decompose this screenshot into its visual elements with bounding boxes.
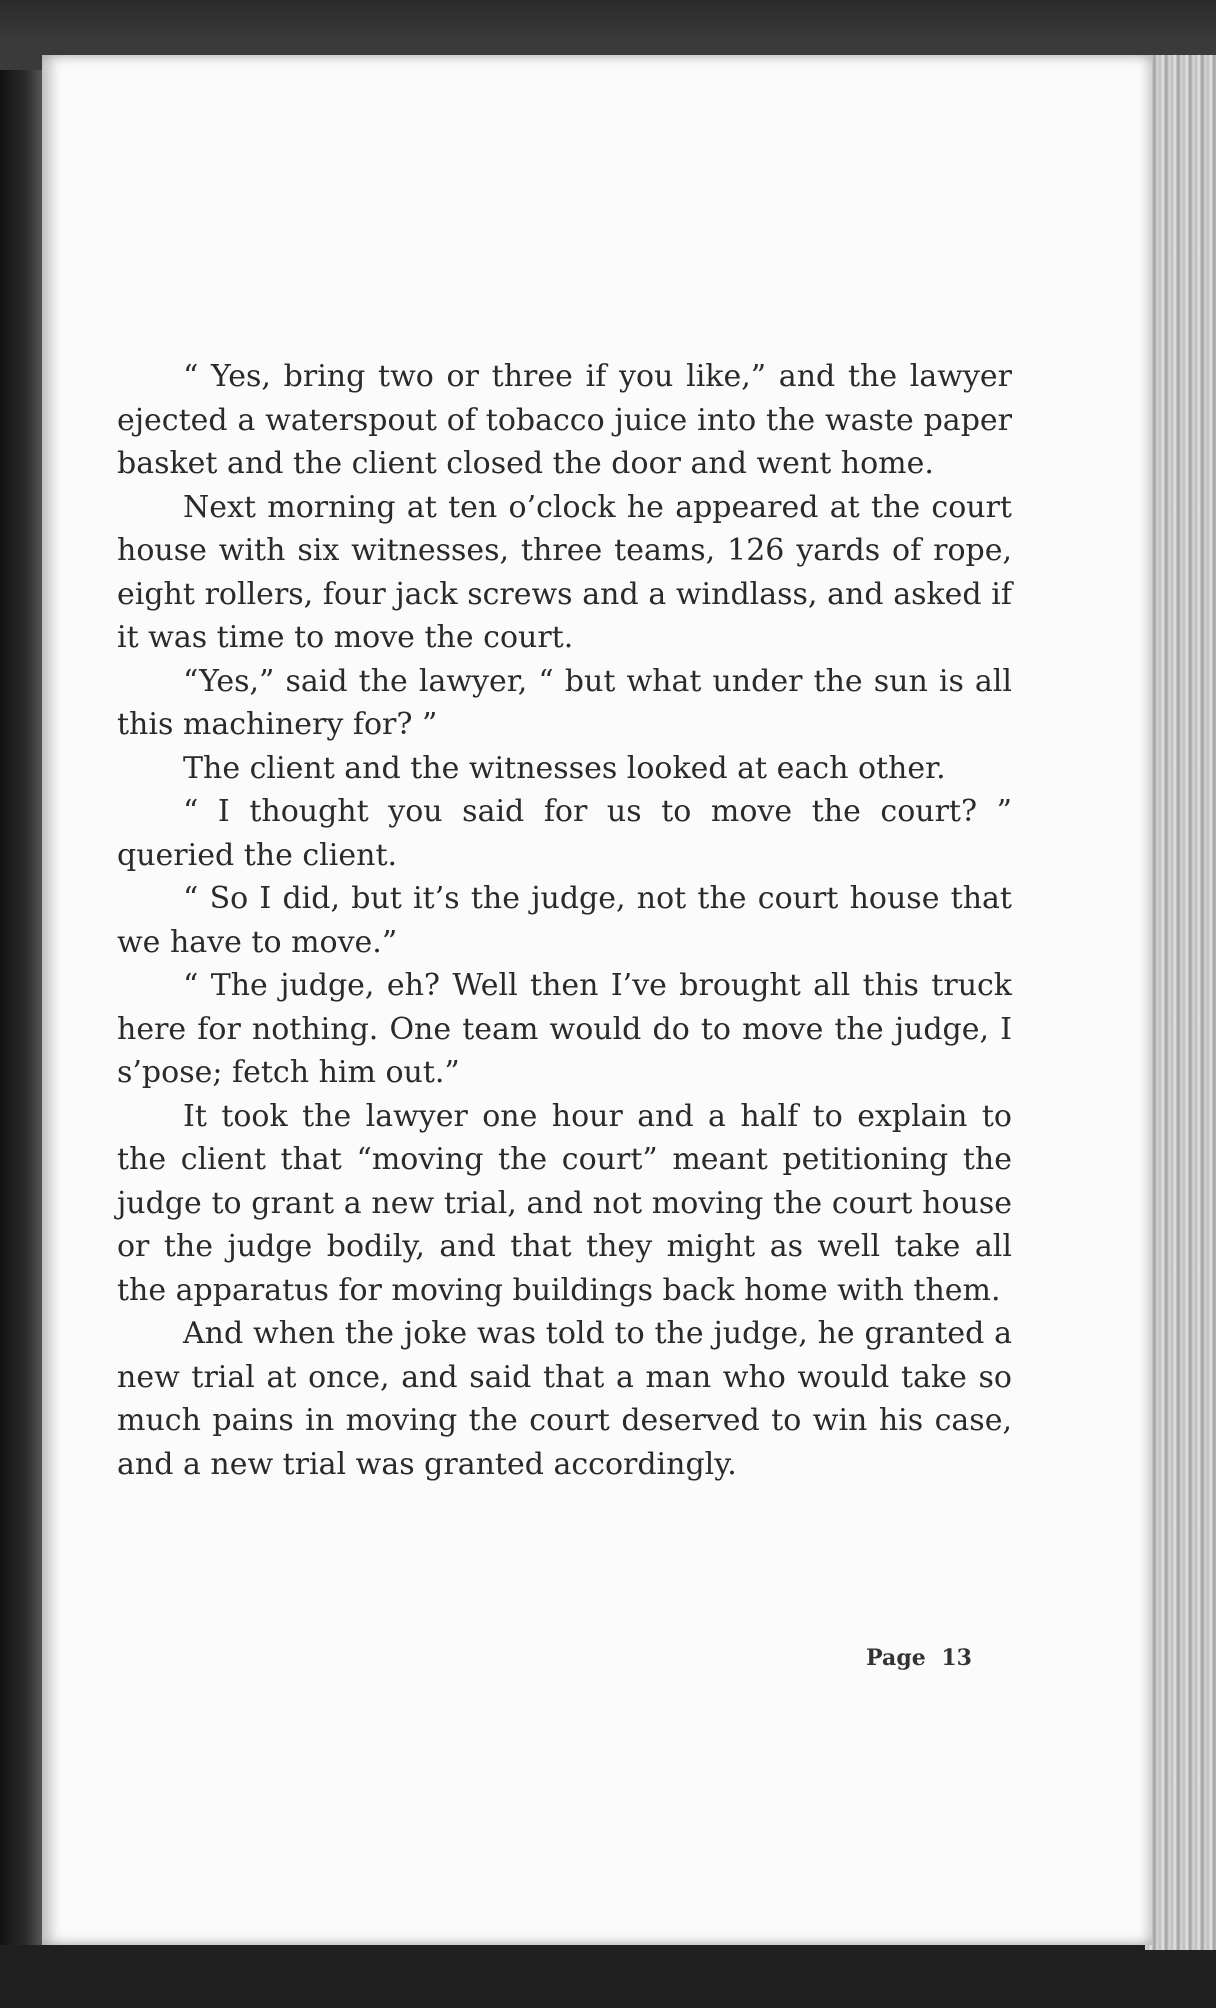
paragraph: It took the lawyer one hour and a half to explain to the client that “moving the court” meant petitioning the judge to grant a new trial, and not moving the court house or the judge bodily, and that they might as well take all the apparatus for moving buildings back home with them. — [117, 1098, 1012, 1308]
page-number-value: 13 — [941, 1645, 972, 1671]
bottom-scan-border — [0, 1945, 1216, 2008]
paragraph: “ I thought you said for us to move the court? ” queried the client. — [117, 794, 1012, 873]
body-text — [117, 355, 1012, 1486]
page-number — [866, 1645, 972, 1671]
paragraph: And when the joke was told to the judge, he granted a new trial at once, and said that a man who would take so much pains in moving the court deserved to win his case, and a new trial was granted accordingly. — [117, 1316, 1012, 1482]
paragraph: “Yes,” said the lawyer, “ but what under the sun is all this machinery for? ” — [117, 663, 1012, 742]
book-page — [42, 55, 1152, 1945]
paragraph: The client and the witnesses looked at each other. — [183, 750, 946, 786]
paragraph: “ So I did, but it’s the judge, not the court house that we have to move.” — [117, 881, 1012, 960]
page-number-label: Page — [866, 1645, 926, 1671]
binding-shadow — [0, 70, 42, 1970]
paragraph: Next morning at ten o’clock he appeared at the court house with six witnesses, three teams, 126 yards of rope, eight rollers, four jack screws and a windlass, and asked if it was time to move the court. — [117, 489, 1012, 655]
paragraph: “ Yes, bring two or three if you like,” and the lawyer ejected a waterspout of tobacco juice into the waste paper basket and the client closed the door and went home. — [117, 359, 1012, 481]
page-edges — [1145, 55, 1216, 1950]
paragraph: “ The judge, eh? Well then I’ve brought all this truck here for nothing. One team would do to move the judge, I s’pose; fetch him out.” — [117, 968, 1012, 1090]
